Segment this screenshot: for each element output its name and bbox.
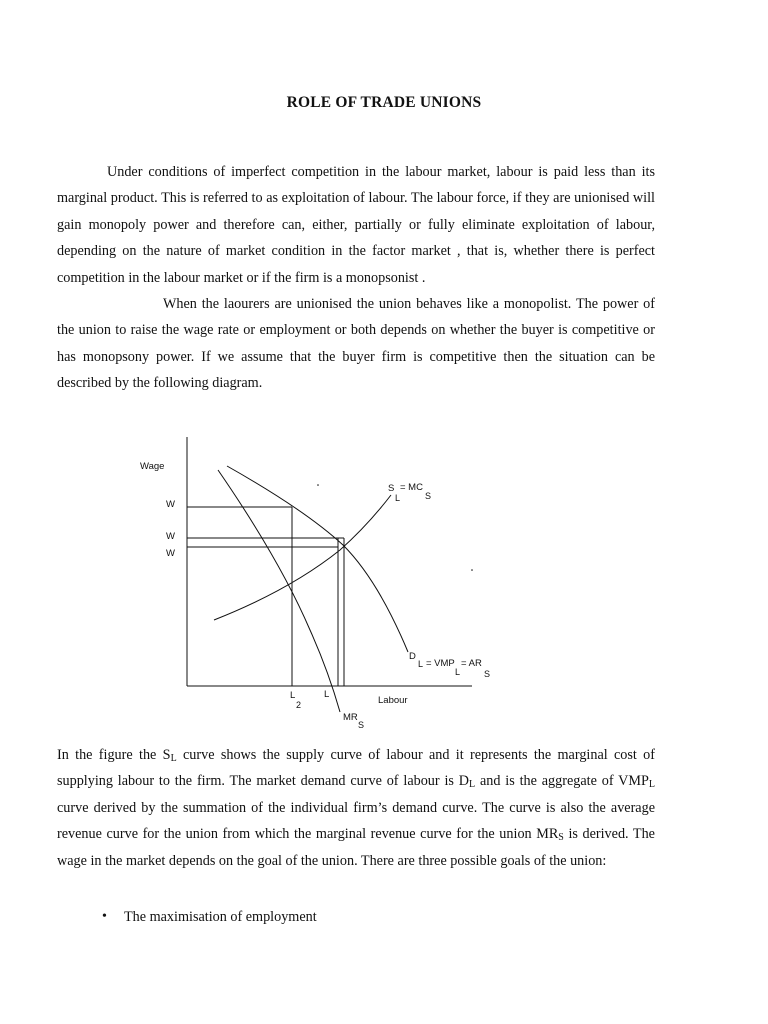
mr-label: MR	[343, 712, 358, 723]
marginal-revenue-curve	[218, 470, 340, 712]
p3-sub4: S	[558, 832, 564, 844]
union-goals-list	[57, 904, 317, 930]
mr-label-sub: S	[358, 720, 365, 730]
p3-sub1: L	[170, 753, 177, 764]
demand-label-vmp: = VMP	[426, 658, 455, 669]
supply-label-mc: = MC	[400, 482, 423, 493]
p3-part4: curve derived by the summation of the individual firm’s demand curve. The curve is also the average revenue curve for the union from which the marginal revenue curve for the union MR	[57, 799, 655, 843]
p3-part5: is derived. The wage in the market depends on the goal of the union. There are three possible goals of the union:	[57, 826, 655, 869]
labour-label-l2: L	[290, 690, 296, 701]
demand-label-ar: = AR	[461, 658, 482, 669]
wage-label-top: W	[166, 499, 175, 510]
supply-label-s: S	[388, 483, 395, 494]
y-axis-label: Wage	[140, 461, 165, 472]
x-axis-label: Labour	[378, 695, 408, 706]
paragraph-figure-explanation	[57, 742, 655, 874]
wage-label-bottom: W	[166, 548, 175, 559]
demand-label-ar-sub: S	[484, 669, 491, 679]
demand-curve	[227, 466, 408, 652]
supply-curve	[214, 495, 391, 620]
stray-dot	[471, 569, 473, 571]
p3-sub2: L	[469, 779, 476, 791]
p3-part1: In the figure the S	[57, 747, 171, 763]
p3-sub3: L	[648, 779, 655, 791]
wage-label-middle: W	[166, 531, 175, 542]
p3-part3: and is the aggregate of VMP	[475, 773, 649, 790]
supply-label-s-sub: L	[395, 493, 401, 503]
paragraph-intro: Under conditions of imperfect competition in the labour market, labour is paid less than its marginal product. This is referred to as exploitation of labour. The labour force, if they are unionised will gain monopoly power and therefore can, either, partially or fully eliminate exploitation of labour, depending on the nature of market condition in the factor market , that is, whether there is perfect competition in the labour market or if the firm is a monopsonist .	[57, 164, 655, 286]
supply-label-mc-sub: S	[425, 491, 432, 501]
paragraph-union-monopolist: When the laourers are unionised the union behaves like a monopolist. The power of the union to raise the wage rate or employment or both depends on whether the buyer is competitive or has monopsony power. If we assume that the buyer firm is competitive then the situation can be described by the following diagram.	[57, 296, 655, 392]
stray-dot	[317, 484, 319, 486]
demand-label-d-sub: L	[418, 659, 424, 669]
labour-label-l2-sub: 2	[296, 700, 302, 710]
p3-part2: curve shows the supply curve of labour and it represents the marginal cost of supplying labour to the firm. The market demand curve of labour is D	[57, 747, 656, 790]
page-title: ROLE OF TRADE UNIONS	[286, 94, 482, 111]
demand-label-vmp-sub: L	[455, 667, 461, 677]
list-item: • The maximisation of employment	[57, 904, 317, 930]
labour-label-l: L	[324, 689, 330, 700]
demand-label-d: D	[409, 651, 416, 662]
